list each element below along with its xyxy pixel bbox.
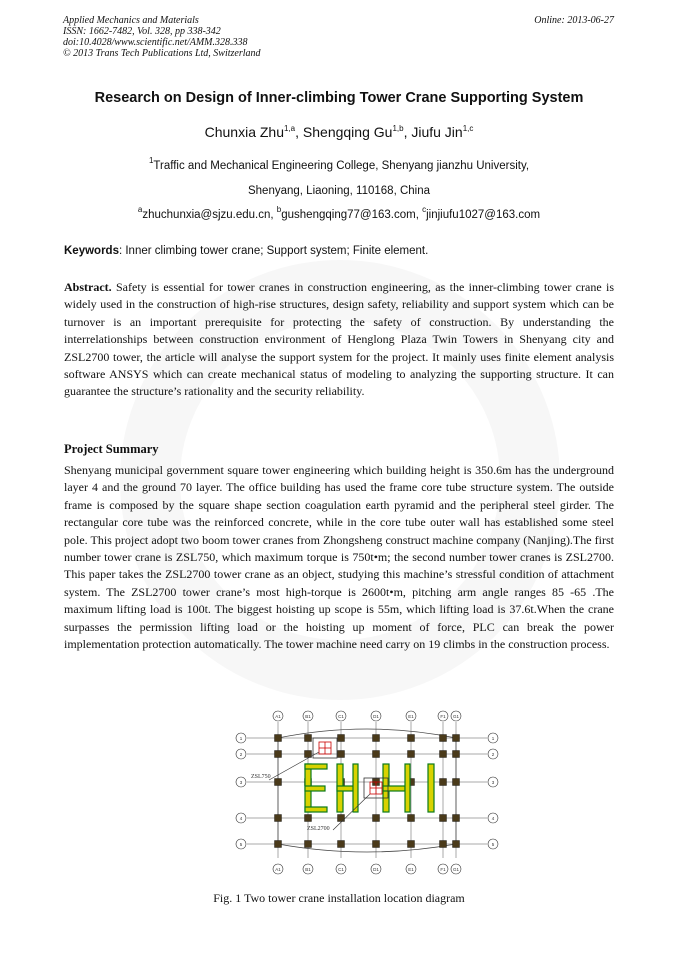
column-marker [408,751,415,758]
column-marker [440,841,447,848]
column-marker [373,751,380,758]
axis-label-left: 3 [239,780,243,785]
email-link[interactable]: jinjiufu1027@163.com [426,209,541,221]
column-marker [408,735,415,742]
column-marker [305,815,312,822]
axis-label-right: 5 [491,842,495,847]
author-sup: 1,a [284,124,296,133]
column-marker [338,815,345,822]
abstract-label: Abstract. [64,280,112,294]
author-list: Chunxia Zhu$^{1,a}$, Shengqing Gu$^{1,b}$, Jiufu Jin$^{1,c}$ [204,124,474,140]
axis-label-bottom: A1 [275,867,281,872]
paper-title: Research on Design of Inner-climbing Tower Crane Supporting System [94,90,584,106]
label-zsl2700: ZSL2700 [307,826,330,832]
axis-label-right: 4 [491,816,495,821]
column-marker [373,815,380,822]
abstract [64,279,614,401]
axis-label-top: G1 [452,714,460,719]
journal-name: Applied Mechanics and Materials [63,15,199,26]
column-marker [275,735,282,742]
axis-label-bottom: B1 [305,867,311,872]
column-marker [305,735,312,742]
figure-caption: Fig. 1 Two tower crane installation location diagram [213,891,465,905]
section-heading: Project Summary [64,442,159,456]
copyright-line: © 2013 Trans Tech Publications Ltd, Switzerland [63,48,261,59]
section-body: Shenyang municipal government square tower engineering which building height is 350.6m has the underground layer 4 and the ground 70 layer. The office building has used the frame core tube structure system. The outside frame is composed by the square shape section coagulation earth pyramid and the peripheral steel girder. The rectangular core tube was the reinforced concrete, while in the core tube outer wall has established some steel pole. This project adopt two boom tower cranes from Zhongsheng construct machine company (Nanjing).The first number tower crane is ZSL750, which maximum torque is 750t•m; the second number tower cranes is ZSL2700. This paper takes the ZSL2700 tower crane as an object, studying this machine’s stressful condition of attachment system. The ZSL2700 tower crane’s most high-torque is 2600t•m, pitching arm angle ranges 85 -65 .The maximum lifting load is 100t. The biggest hoisting up scope is 55m, which lifting load is 37.6t.When the crane surpasses the permission lifting load or the hoisting up moment of force, PLC can break the power implementation protection automatically. The tower machine need carry on 19 climbs in the construction process. [64,463,614,652]
column-marker [453,751,460,758]
axis-label-left: 2 [239,752,243,757]
author-name: Shengqing Gu [302,124,393,140]
author-sup: 1,b [392,124,404,133]
email-link[interactable]: zhuchunxia@sjzu.edu.cn [142,209,271,221]
author-name: Chunxia Zhu [204,124,284,140]
abstract-text: Safety is essential for tower cranes in construction engineering, as the inner-climbing tower crane is widely used in the construction of high-rise structures, design safety, reliability and support system which can be turnover is an important prerequisite for protecting the safety of construction. By understanding the interrelationships between construction environment of Henglong Plaza Twin Towers in Shenyang city and ZSL2700 tower, the article will analyse the support system for the project. It mainly uses finite element analysis software ANSYS which can create mechanical status of modeling to analyzing the supporting structure. It can guarantee the structure’s rationality and the security reliability. [64,280,614,399]
grid-lines [247,722,487,858]
axis-label-top: B1 [305,714,311,719]
axis-label-left: 5 [239,842,243,847]
email-sup: b [276,205,282,214]
axis-label-top: A1 [275,714,281,719]
axis-label-left: 4 [239,816,243,821]
floor-plan-figure [233,708,501,880]
column-marker [275,815,282,822]
column-marker [408,841,415,848]
label-zsl750: ZSL750 [251,774,271,780]
column-marker [373,735,380,742]
axis-label-top: C1 [338,714,344,719]
column-marker [275,751,282,758]
column-marker [275,841,282,848]
axis-label-bottom: C1 [338,867,344,872]
column-marker [440,815,447,822]
doi-line[interactable]: doi:10.4028/www.scientific.net/AMM.328.338 [63,37,248,48]
axis-label-bottom: E1 [408,867,414,872]
axis-label-bottom: F1 [440,867,446,872]
column-marker [338,735,345,742]
axis-label-right: 1 [491,736,495,741]
issn-line: ISSN: 1662-7482, Vol. 328, pp 338-342 [63,26,221,37]
email-sup: a [137,205,143,214]
crane-zsl750 [313,738,337,758]
axis-label-top: D1 [373,714,379,719]
column-marker [453,841,460,848]
axis-label-bottom: D1 [373,867,379,872]
keywords-label: Keywords [64,245,119,257]
keywords [64,245,624,257]
column-marker [305,841,312,848]
axis-label-left: 1 [239,736,243,741]
author-sup: 1,c [462,124,474,133]
column-marker [338,841,345,848]
email-link[interactable]: gushengqing77@163.com [281,209,416,221]
column-marker [440,735,447,742]
column-marker [440,751,447,758]
column-marker [453,815,460,822]
email-sup: c [422,205,427,214]
keywords-text: : Inner climbing tower crane; Support system; Finite element. [118,245,429,257]
journal-header [63,15,261,59]
online-date: Online: 2013-06-27 [534,15,614,26]
axis-label-right: 3 [491,780,495,785]
column-marker [373,841,380,848]
axis-label-top: E1 [408,714,414,719]
core-tube [305,764,434,812]
column-marker [453,735,460,742]
axis-label-bottom: G1 [452,867,460,872]
affiliation-line-2: Shenyang, Liaoning, 110168, China [247,185,431,197]
column-marker [275,779,282,786]
column-marker [408,815,415,822]
column-marker [440,779,447,786]
axis-label-right: 2 [491,752,495,757]
axis-label-top: F1 [440,714,446,719]
affiliation-sup: 1 [148,156,154,165]
column-marker [453,779,460,786]
author-name: Jiufu Jin [411,124,463,140]
email-line: $^a$zhuchunxia@sjzu.edu.cn, $^b$gushengqing77@163.com, $^c$jinjiufu1027@163.com [137,205,541,221]
column-marker [338,751,345,758]
affiliation-line-1: $^1$Traffic and Mechanical Engineering College, Shenyang jianzhu University, [148,156,530,172]
